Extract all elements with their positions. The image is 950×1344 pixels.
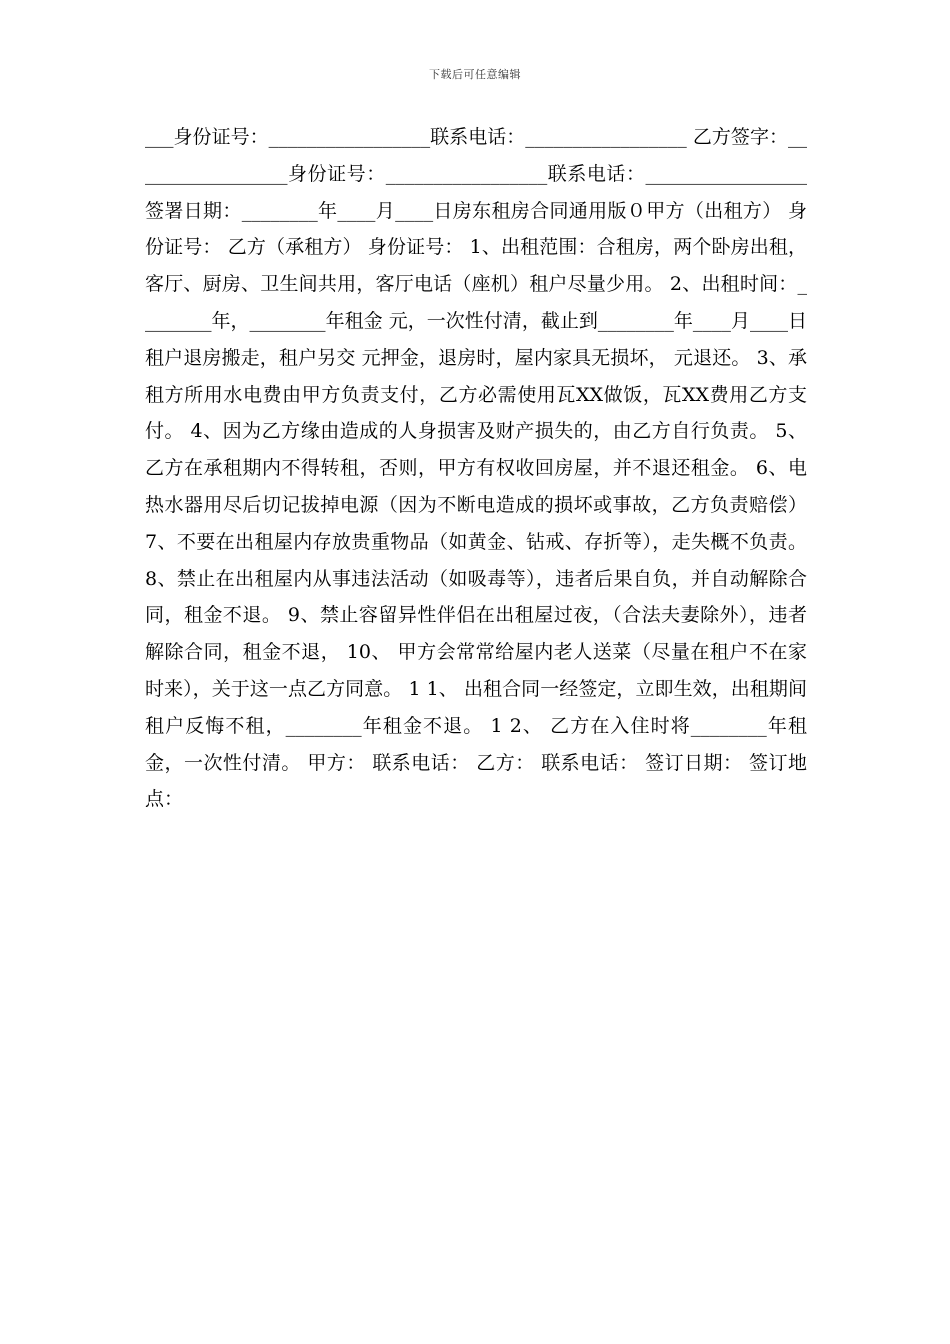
header-note: 下载后可任意编辑 <box>429 68 521 81</box>
contract-body-text: ___身份证号：_________________联系电话：_________________ 乙方签字：_________________身份证号：_________________联系电话：_________________ 签署日期：________年____月____日房东租房合同通用版０甲方（出租方） 身份证号： 乙方（承租方） 身份证号： 1、出租范围：合租房，两个卧房出租，客厅、厨房、卫生间共用，客厅电话（座机）租户尽量少用。 2、出租时间：________年，________年租金 元，一次性付清，截止到________年____月____日租户退房搬走，租户另交 元押金，退房时，屋内家具无损坏， 元退还。 3、承租方所用水电费由甲方负责支付，乙方必需使用瓦XX做饭，瓦XX费用乙方支付。 4、因为乙方缘由造成的人身损害及财产损失的，由乙方自行负责。 5、乙方在承租期内不得转租，否则，甲方有权收回房屋，并不退还租金。 6、电热水器用尽后切记拔掉电源（因为不断电造成的损坏或事故，乙方负责赔偿） 7、不要在出租屋内存放贵重物品（如黄金、钻戒、存折等），走失概不负责。 8、禁止在出租屋内从事违法活动（如吸毒等），违者后果自负，并自动解除合同，租金不退。 9、禁止容留异性伴侣在出租屋过夜，（合法夫妻除外），违者解除合同，租金不退， 10、 甲方会常常给屋内老人送菜（尽量在租户不在家时来），关于这一点乙方同意。 1 1、 出租合同一经签定，立即生效，出租期间租户反悔不租，________年租金不退。 1 2、 乙方在入住时将________年租金，一次性付清。 甲方： 联系电话： 乙方： 联系电话： 签订日期： 签订地点： <box>145 126 807 811</box>
